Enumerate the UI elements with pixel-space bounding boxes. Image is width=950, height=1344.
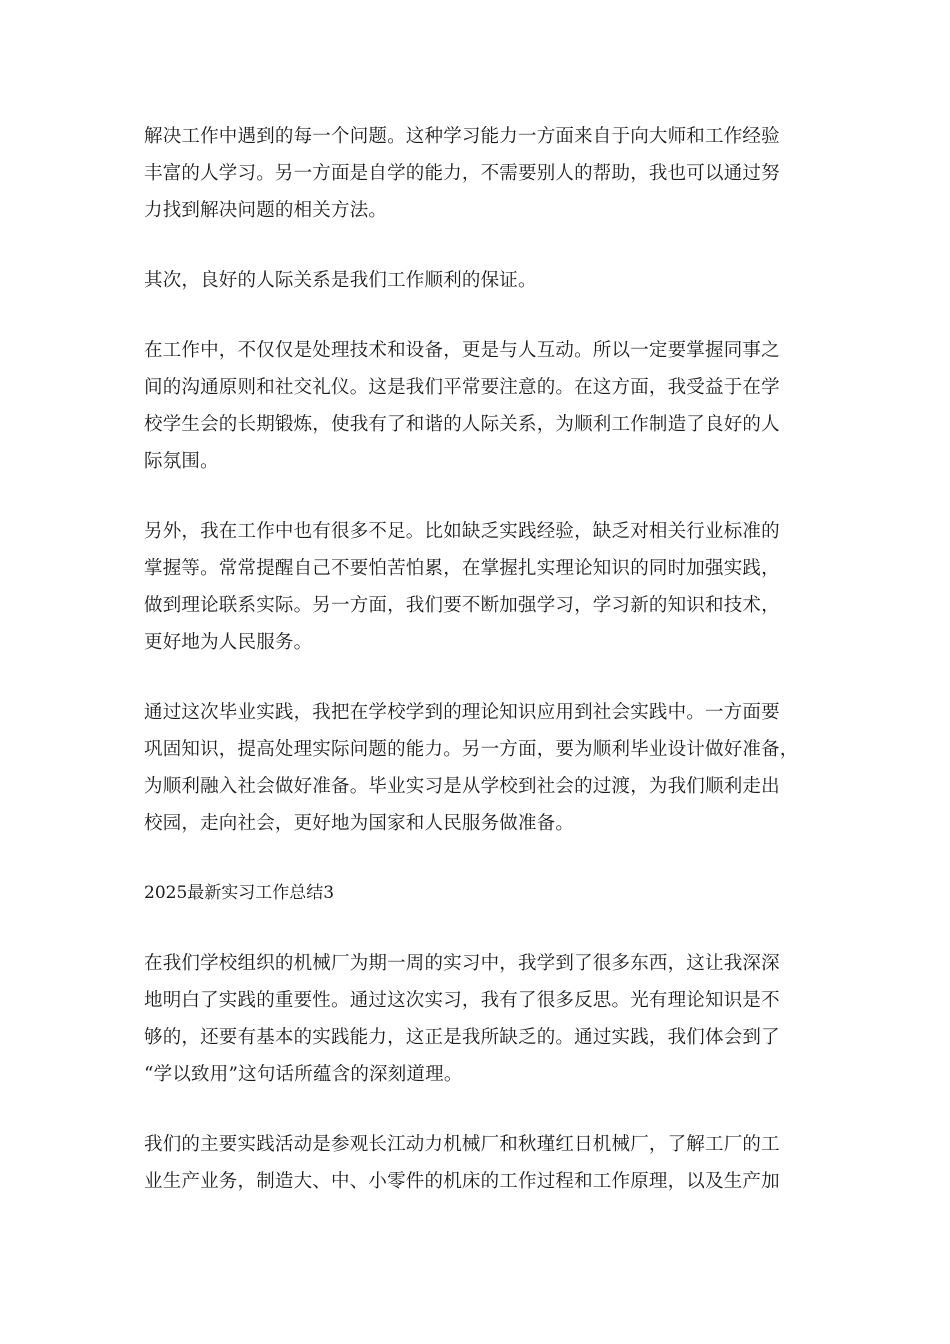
text-line: 为顺利融入社会做好准备。毕业实习是从学校到社会的过渡，为我们顺利走出: [144, 776, 780, 797]
text-line: 校学生会的长期锻炼，使我有了和谐的人际关系，为顺利工作制造了良好的人: [144, 414, 780, 435]
text-line: 解决工作中遇到的每一个问题。这种学习能力一方面来自于向大师和工作经验: [144, 126, 780, 147]
text-line: 间的沟通原则和社交礼仪。这是我们平常要注意的。在这方面，我受益于在学: [144, 377, 780, 398]
paragraph-5: [144, 694, 806, 842]
text-line: 掌握等。常常提醒自己不要怕苦怕累，在掌握扎实理论知识的同时加强实践，: [144, 558, 780, 579]
paragraph-7: [144, 1126, 806, 1200]
text-line: 更好地为人民服务。: [144, 632, 313, 653]
document-body: [144, 118, 806, 1233]
text-line: 其次，良好的人际关系是我们工作顺利的保证。: [144, 270, 537, 291]
text-line: 际氛围。: [144, 451, 219, 472]
text-line: 我们的主要实践活动是参观长江动力机械厂和秋瑾红日机械厂，了解工厂的工: [144, 1134, 780, 1155]
text-line: “学以致用”这句话所蕴含的深刻道理。: [144, 1064, 463, 1085]
text-line: 通过这次毕业实践，我把在学校学到的理论知识应用到社会实践中。一方面要: [144, 702, 780, 723]
text-line: 校园，走向社会，更好地为国家和人民服务做准备。: [144, 813, 575, 834]
section-heading: 2025最新实习工作总结3: [144, 883, 335, 903]
text-line: 在我们学校组织的机械厂为期一周的实习中，我学到了很多东西，这让我深深: [144, 953, 780, 974]
paragraph-4: [144, 513, 806, 661]
text-line: 巩固知识，提高处理实际问题的能力。另一方面，要为顺利毕业设计做好准备，: [144, 739, 799, 760]
text-line: 力找到解决问题的相关方法。: [144, 200, 388, 221]
paragraph-2: [144, 262, 806, 299]
text-line: 做到理论联系实际。另一方面，我们要不断加强学习，学习新的知识和技术，: [144, 595, 780, 616]
text-line: 够的，还要有基本的实践能力，这正是我所缺乏的。通过实践，我们体会到了: [144, 1027, 780, 1048]
text-line: 在工作中，不仅仅是处理技术和设备，更是与人互动。所以一定要掌握同事之: [144, 340, 780, 361]
text-line: 另外，我在工作中也有很多不足。比如缺乏实践经验，缺乏对相关行业标准的: [144, 521, 780, 542]
paragraph-3: [144, 332, 806, 480]
paragraph-6: [144, 945, 806, 1093]
text-line: 丰富的人学习。另一方面是自学的能力，不需要别人的帮助，我也可以通过努: [144, 163, 780, 184]
text-line: 地明白了实践的重要性。通过这次实习，我有了很多反思。光有理论知识是不: [144, 990, 780, 1011]
text-line: 业生产业务，制造大、中、小零件的机床的工作过程和工作原理，以及生产加: [144, 1171, 780, 1192]
paragraph-1: [144, 118, 806, 229]
